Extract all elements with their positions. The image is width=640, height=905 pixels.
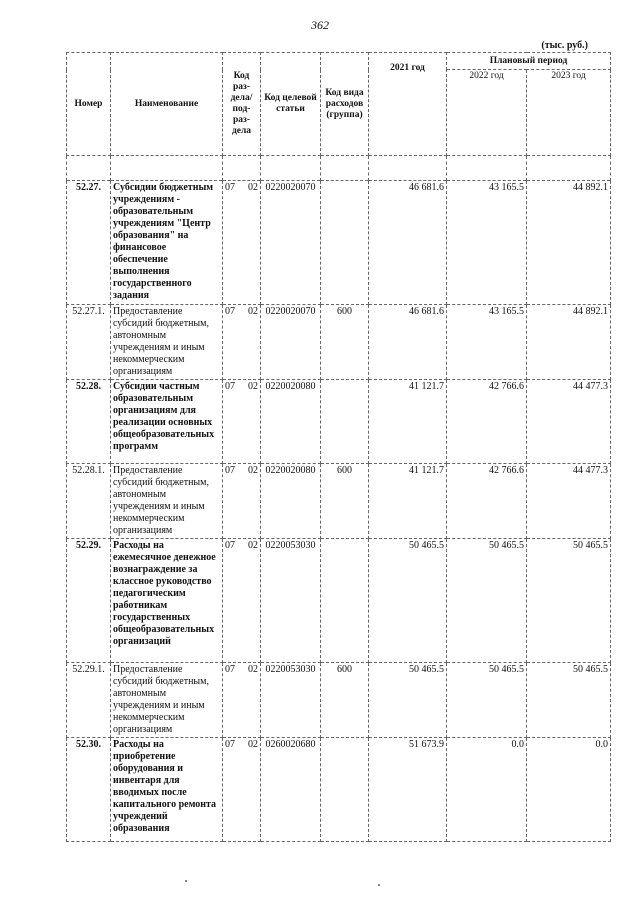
row-value-2021: 46 681.6 xyxy=(369,305,447,380)
row-name: Субсидии частным образовательным организациям для реализации основных общеобразовательных программ xyxy=(111,380,223,464)
row-number: 52.27.1. xyxy=(67,305,111,380)
row-section: 07 xyxy=(225,465,235,476)
row-number: 52.29.1. xyxy=(67,663,111,738)
row-number: 52.27. xyxy=(67,181,111,305)
row-subsection: 02 xyxy=(248,540,258,551)
row-target-code: 0220020080 xyxy=(261,464,321,539)
row-value-2023: 44 477.3 xyxy=(527,380,611,464)
row-name: Предоставление субсидий бюджетным, автономным учреждениям и иным некоммерческим организациям xyxy=(111,663,223,738)
row-section: 07 xyxy=(225,182,235,193)
row-section: 07 xyxy=(225,664,235,675)
row-value-2023: 50 465.5 xyxy=(527,539,611,663)
units-label: (тыс. руб.) xyxy=(541,40,588,51)
row-subsection: 02 xyxy=(248,664,258,675)
row-number: 52.30. xyxy=(67,738,111,842)
table-row xyxy=(67,305,611,380)
row-name: Расходы на приобретение оборудования и инвентаря для вводимых после капитального ремонта учреждений образования xyxy=(111,738,223,842)
table-row xyxy=(67,181,611,305)
row-subsection: 02 xyxy=(248,465,258,476)
row-value-2022: 0.0 xyxy=(447,738,527,842)
row-section: 07 xyxy=(225,381,235,392)
row-section: 07 xyxy=(225,540,235,551)
row-subsection: 02 xyxy=(248,306,258,317)
row-value-2023: 44 477.3 xyxy=(527,464,611,539)
row-number: 52.28. xyxy=(67,380,111,464)
row-subsection: 02 xyxy=(248,381,258,392)
row-value-2022: 50 465.5 xyxy=(447,663,527,738)
page-number: 362 xyxy=(311,18,329,32)
row-subsection: 02 xyxy=(248,182,258,193)
row-section-code xyxy=(223,738,261,842)
header-year-2021: 2021 год xyxy=(369,53,447,156)
row-value-2023: 0.0 xyxy=(527,738,611,842)
row-value-2021: 51 673.9 xyxy=(369,738,447,842)
table-row xyxy=(67,738,611,842)
row-value-2023: 50 465.5 xyxy=(527,663,611,738)
row-target-code: 0220053030 xyxy=(261,663,321,738)
row-value-2023: 44 892.1 xyxy=(527,305,611,380)
row-value-2022: 50 465.5 xyxy=(447,539,527,663)
row-name: Субсидии бюджетным учреждениям - образовательным учреждениям "Центр образования" на финансовое обеспечение выполнения государственного задания xyxy=(111,181,223,305)
row-value-2021: 50 465.5 xyxy=(369,539,447,663)
row-value-2023: 44 892.1 xyxy=(527,181,611,305)
row-name: Предоставление субсидий бюджетным, автономным учреждениям и иным некоммерческим организациям xyxy=(111,464,223,539)
row-target-code: 0220020080 xyxy=(261,380,321,464)
row-value-2021: 41 121.7 xyxy=(369,380,447,464)
row-target-code: 0220020070 xyxy=(261,305,321,380)
row-target-code: 0220053030 xyxy=(261,539,321,663)
row-value-2022: 42 766.6 xyxy=(447,380,527,464)
scan-artifact xyxy=(185,880,187,882)
row-value-2021: 50 465.5 xyxy=(369,663,447,738)
header-number: Номер xyxy=(67,53,111,156)
header-year-2023: 2023 год xyxy=(527,70,611,156)
row-section-code xyxy=(223,464,261,539)
row-subsection: 02 xyxy=(248,739,258,750)
header-year-2022: 2022 год xyxy=(447,70,527,156)
row-name: Расходы на ежемесячное денежное вознаграждение за классное руководство педагогическим работникам государственных общеобразовательных организаций xyxy=(111,539,223,663)
budget-table xyxy=(66,52,611,842)
row-value-2022: 43 165.5 xyxy=(447,181,527,305)
row-number: 52.29. xyxy=(67,539,111,663)
row-section: 07 xyxy=(225,739,235,750)
scan-artifact xyxy=(378,884,380,886)
row-expense-type-code: 600 xyxy=(321,305,369,380)
row-expense-type-code: 600 xyxy=(321,464,369,539)
table-header xyxy=(67,53,611,181)
row-number: 52.28.1. xyxy=(67,464,111,539)
row-section-code xyxy=(223,539,261,663)
row-name: Предоставление субсидий бюджетным, автономным учреждениям и иным некоммерческим организациям xyxy=(111,305,223,380)
row-expense-type-code xyxy=(321,380,369,464)
header-name: Наименование xyxy=(111,53,223,156)
table-row xyxy=(67,539,611,663)
row-target-code: 0260020680 xyxy=(261,738,321,842)
row-value-2021: 41 121.7 xyxy=(369,464,447,539)
row-section: 07 xyxy=(225,306,235,317)
header-planning-period: Плановый период xyxy=(447,53,611,70)
row-expense-type-code xyxy=(321,539,369,663)
table-body xyxy=(67,181,611,842)
row-expense-type-code: 600 xyxy=(321,663,369,738)
table-row xyxy=(67,380,611,464)
header-section-code: Код раз-дела/ под-раз-дела xyxy=(223,53,261,156)
row-value-2022: 42 766.6 xyxy=(447,464,527,539)
row-value-2022: 43 165.5 xyxy=(447,305,527,380)
row-section-code xyxy=(223,380,261,464)
header-expense-type-code: Код вида расходов (группа) xyxy=(321,53,369,156)
row-section-code xyxy=(223,305,261,380)
header-spacer xyxy=(67,156,611,181)
table-row xyxy=(67,464,611,539)
row-expense-type-code xyxy=(321,738,369,842)
row-value-2021: 46 681.6 xyxy=(369,181,447,305)
row-section-code xyxy=(223,181,261,305)
table-row xyxy=(67,663,611,738)
row-target-code: 0220020070 xyxy=(261,181,321,305)
header-target-code: Код целевой статьи xyxy=(261,53,321,156)
row-section-code xyxy=(223,663,261,738)
row-expense-type-code xyxy=(321,181,369,305)
